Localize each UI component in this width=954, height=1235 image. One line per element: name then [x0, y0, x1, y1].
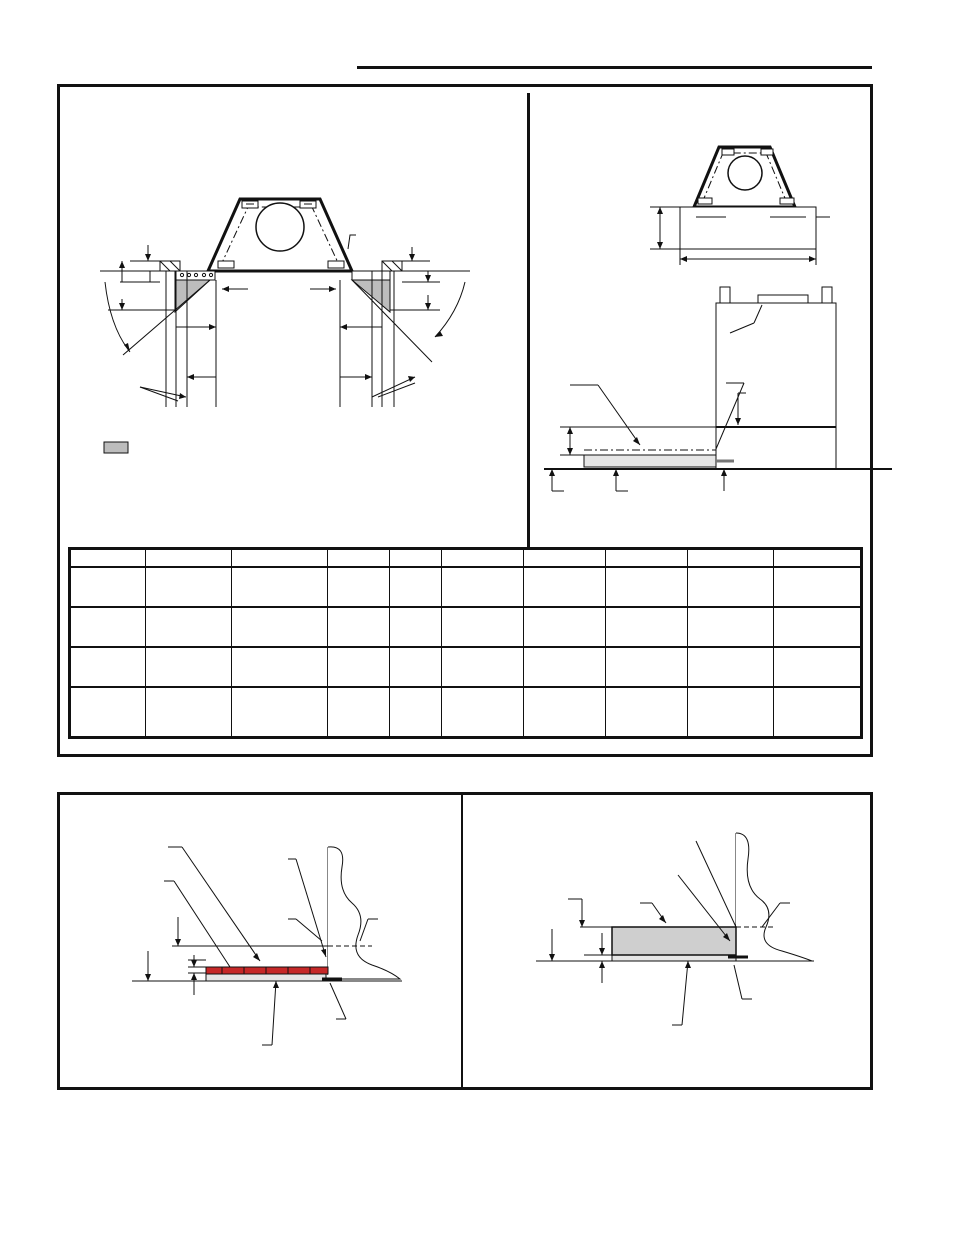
table-cell: [232, 567, 328, 607]
table-row: [70, 567, 862, 607]
table-cell: [606, 687, 688, 737]
table-cell: [524, 647, 606, 687]
table-cell: [774, 607, 862, 647]
table-cell: [328, 567, 390, 607]
table-header-cell: [688, 549, 774, 567]
table-cell: [774, 647, 862, 687]
hearth-figure-panel: [57, 792, 873, 1090]
table-header-cell: [442, 549, 524, 567]
table-cell: [232, 687, 328, 737]
table-row: [70, 687, 862, 737]
table-cell: [390, 647, 442, 687]
table-cell: [70, 607, 146, 647]
clearance-spec-table: [68, 547, 863, 739]
table-cell: [442, 607, 524, 647]
table-header-cell: [328, 549, 390, 567]
table-cell: [524, 687, 606, 737]
table-cell: [774, 567, 862, 607]
table-cell: [390, 607, 442, 647]
table-cell: [606, 607, 688, 647]
table-cell: [328, 687, 390, 737]
hearth-detail-red-diagram: [60, 795, 460, 1087]
table-header-cell: [70, 549, 146, 567]
header-rule: [357, 66, 872, 69]
table-cell: [328, 607, 390, 647]
table-cell: [70, 647, 146, 687]
table-row: [70, 607, 862, 647]
table-cell: [390, 567, 442, 607]
table-header-cell: [774, 549, 862, 567]
table-header-cell: [524, 549, 606, 567]
table-cell: [70, 687, 146, 737]
table-cell: [688, 687, 774, 737]
table-cell: [146, 647, 232, 687]
front-elevation-diagram: [530, 87, 870, 547]
table-header-row: [70, 549, 862, 567]
table-cell: [606, 567, 688, 607]
table-header-cell: [606, 549, 688, 567]
table-cell: [688, 567, 774, 607]
table-cell: [524, 607, 606, 647]
hearth-gray: [612, 927, 736, 955]
hearth-detail-gray-diagram: [464, 795, 874, 1087]
table-cell: [442, 647, 524, 687]
table-row: [70, 647, 862, 687]
table-cell: [606, 647, 688, 687]
table-cell: [146, 607, 232, 647]
table-cell: [232, 607, 328, 647]
table-cell: [232, 647, 328, 687]
panel-divider: [461, 795, 463, 1087]
table-header-cell: [146, 549, 232, 567]
legend-swatch-shaded: [104, 442, 128, 453]
table-header-cell: [232, 549, 328, 567]
table-cell: [688, 647, 774, 687]
table-cell: [146, 567, 232, 607]
table-cell: [442, 687, 524, 737]
table-cell: [390, 687, 442, 737]
table-cell: [442, 567, 524, 607]
table-header-cell: [390, 549, 442, 567]
clearance-figure-panel: [57, 84, 873, 757]
table-cell: [524, 567, 606, 607]
table-cell: [146, 687, 232, 737]
table-cell: [688, 607, 774, 647]
table-cell: [774, 687, 862, 737]
corner-clearance-diagram: [60, 87, 520, 547]
table-cell: [328, 647, 390, 687]
table-cell: [70, 567, 146, 607]
